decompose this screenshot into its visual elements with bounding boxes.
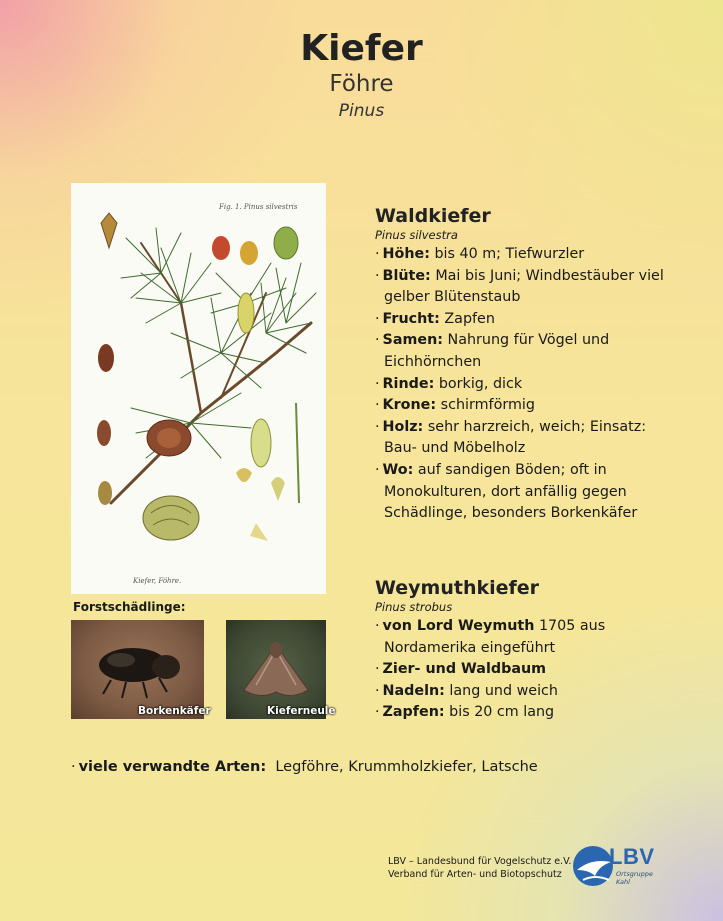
pine-illustration bbox=[71, 183, 326, 594]
list-item: · Rinde: borkig, dick bbox=[375, 374, 675, 396]
page-title: Kiefer bbox=[300, 28, 423, 69]
section-weymuthkiefer bbox=[375, 576, 675, 724]
list-item: · Höhe: bis 40 m; Tiefwurzler bbox=[375, 244, 675, 266]
page-header bbox=[0, 28, 723, 124]
waldkiefer-title: Waldkiefer bbox=[375, 205, 491, 227]
list-item: · Frucht: Zapfen bbox=[375, 309, 675, 331]
weymuthkiefer-latin: Pinus strobus bbox=[375, 600, 453, 614]
bark-beetle-photo bbox=[71, 620, 211, 719]
section-waldkiefer bbox=[375, 204, 675, 525]
footer-text bbox=[388, 855, 571, 881]
list-item: · Holz: sehr harzreich, weich; Einsatz: Bau- und Möbelholz bbox=[375, 417, 675, 460]
lbv-logo bbox=[571, 840, 659, 892]
related-bullet bbox=[71, 759, 79, 775]
plate-annotation-top: Fig. 1. Pinus silvestris bbox=[219, 203, 298, 211]
list-item: · Blüte: Mai bis Juni; Windbestäuber viel gelber Blütenstaub bbox=[375, 266, 675, 309]
related-label: viele verwandte Arten: bbox=[78, 759, 267, 775]
plate-annotation-bottom: Kiefer, Föhre. bbox=[133, 577, 182, 585]
pine-cones bbox=[143, 227, 298, 540]
related-species bbox=[71, 756, 538, 778]
list-item: · Zier- und Waldbaum bbox=[375, 659, 675, 681]
weymuthkiefer-list bbox=[375, 616, 675, 724]
flower-details bbox=[97, 213, 299, 541]
pine-moth-photo bbox=[226, 620, 336, 719]
list-item: · von Lord Weymuth 1705 aus Nordamerika eingeführt bbox=[375, 616, 675, 659]
botanical-plate bbox=[71, 183, 326, 594]
page-subtitle: Föhre bbox=[329, 71, 394, 97]
footer-line-2: Verband für Arten- und Biotopschutz bbox=[388, 869, 562, 880]
logo-subtitle: Ortsgruppe Kahl bbox=[616, 870, 653, 886]
list-item: · Zapfen: bis 20 cm lang bbox=[375, 702, 675, 724]
waldkiefer-latin: Pinus silvestra bbox=[375, 228, 458, 242]
waldkiefer-list bbox=[375, 244, 675, 525]
pest-caption: Kieferneule bbox=[267, 705, 336, 717]
list-item: · Samen: Nahrung für Vögel und Eichhörnchen bbox=[375, 330, 675, 373]
list-item: · Wo: auf sandigen Böden; oft in Monokulturen, dort anfällig gegen Schädlinge, besonders Borkenkäfer bbox=[375, 460, 675, 525]
footer-line-1: LBV – Landesbund für Vogelschutz e.V. bbox=[388, 856, 572, 867]
page-latin-name: Pinus bbox=[338, 101, 385, 121]
related-text: Legföhre, Krummholzkiefer, Latsche bbox=[275, 759, 538, 775]
logo-text: LBV bbox=[609, 844, 655, 869]
pests-label: Forstschädlinge: bbox=[73, 600, 186, 614]
list-item: · Krone: schirmförmig bbox=[375, 395, 675, 417]
list-item: · Nadeln: lang und weich bbox=[375, 681, 675, 703]
weymuthkiefer-title: Weymuthkiefer bbox=[375, 577, 540, 599]
pest-caption: Borkenkäfer bbox=[138, 705, 211, 717]
